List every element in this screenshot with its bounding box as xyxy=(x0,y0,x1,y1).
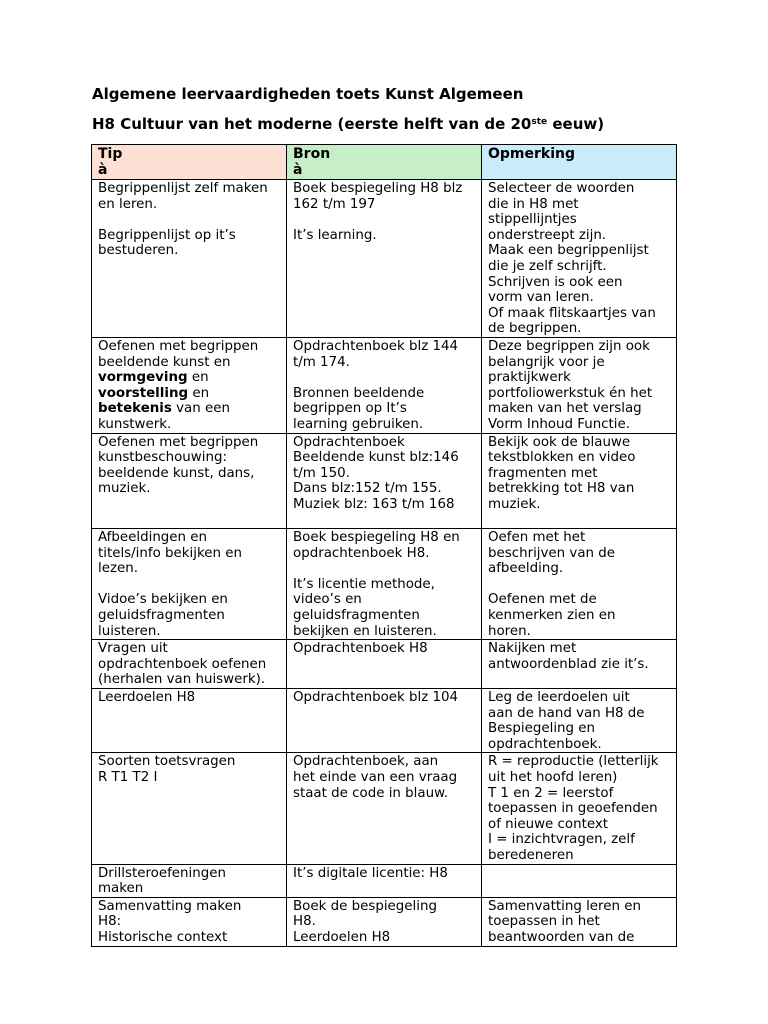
cell-bron xyxy=(287,337,482,433)
cell-tip xyxy=(92,337,287,433)
cell-line xyxy=(293,866,475,882)
text-run: geluidsfragmenten xyxy=(98,608,225,624)
text-run: Boek bespiegeling H8 en xyxy=(293,530,460,546)
chapter-title xyxy=(92,115,604,133)
cell-line xyxy=(98,481,280,497)
cell-line xyxy=(98,561,280,577)
text-run: staat de code in blauw. xyxy=(293,785,449,801)
text-run: stippellijntjes xyxy=(488,212,577,228)
cell-line xyxy=(293,181,475,197)
cell-bron xyxy=(287,864,482,897)
text-run: die in H8 met xyxy=(488,196,579,212)
cell-line xyxy=(488,243,670,259)
chapter-title-main: H8 Cultuur van het moderne (eerste helft van de 20 xyxy=(92,115,532,133)
cell-line xyxy=(98,530,280,546)
cell-bron xyxy=(287,640,482,689)
cell-line xyxy=(488,259,670,275)
cell-line xyxy=(293,339,475,355)
text-run: het einde van een vraag xyxy=(293,769,458,785)
cell-line xyxy=(98,197,280,213)
text-run: horen. xyxy=(488,623,531,639)
cell-line xyxy=(98,657,280,673)
text-run: Vragen uit xyxy=(98,641,168,657)
cell-line xyxy=(293,466,475,482)
text-run: Opdrachtenboek, aan xyxy=(293,754,439,770)
cell-bron xyxy=(287,897,482,946)
text-run: Selecteer de woorden xyxy=(488,181,635,196)
text-run: t/m 174. xyxy=(293,354,350,370)
cell-line xyxy=(98,608,280,624)
text-run: Oefenen met de xyxy=(488,592,597,608)
cell-line xyxy=(488,306,670,322)
cell-line xyxy=(488,181,670,197)
text-run: Muziek blz: 163 t/m 168 xyxy=(293,496,455,512)
cell-line xyxy=(488,290,670,306)
cell-line xyxy=(293,481,475,497)
text-run: Dans blz:152 t/m 155. xyxy=(293,481,442,497)
text-run: muziek. xyxy=(488,496,541,512)
text-run: maken van het verslag xyxy=(488,401,642,417)
cell-opmerking xyxy=(482,897,677,946)
cell-line xyxy=(98,546,280,562)
text-run: uit het hoofd leren) xyxy=(488,769,618,785)
text-run: Nakijken met xyxy=(488,641,577,657)
text-run: vorm van leren. xyxy=(488,290,594,306)
cell-line xyxy=(488,770,670,786)
cell-line xyxy=(98,881,280,897)
cell-line xyxy=(488,435,670,451)
cell-line xyxy=(293,497,475,513)
text-run: Of maak flitskaartjes van xyxy=(488,305,656,321)
cell-line xyxy=(293,608,475,624)
cell-line xyxy=(488,899,670,915)
cell-opmerking xyxy=(482,337,677,433)
cell-line xyxy=(488,497,670,513)
cell-line xyxy=(293,690,475,706)
text-run: geluidsfragmenten xyxy=(293,608,420,624)
bold-term: voorstelling xyxy=(98,385,189,401)
cell-line xyxy=(488,339,670,355)
cell-line xyxy=(293,450,475,466)
cell-line xyxy=(293,786,475,802)
cell-tip xyxy=(92,529,287,640)
text-run: 162 t/m 197 xyxy=(293,196,376,212)
cell-line xyxy=(488,657,670,673)
cell-line xyxy=(98,914,280,930)
cell-opmerking xyxy=(482,180,677,338)
cell-line xyxy=(488,370,670,386)
text-run: It’s digitale licentie: H8 xyxy=(293,865,448,881)
header-bron-arrow: à xyxy=(293,162,303,178)
cell-line xyxy=(293,546,475,562)
text-run: Boek de bespiegeling xyxy=(293,898,437,914)
table-row xyxy=(92,689,677,753)
cell-line xyxy=(488,914,670,930)
cell-line xyxy=(293,417,475,433)
cell-line xyxy=(98,417,280,433)
text-run: video’s en xyxy=(293,592,362,608)
cell-tip xyxy=(92,180,287,338)
cell-line xyxy=(293,401,475,417)
header-bron-label: Bron xyxy=(293,146,331,162)
text-run: Oefen met het xyxy=(488,530,586,546)
table-row xyxy=(92,897,677,946)
cell-line xyxy=(488,817,670,833)
cell-line xyxy=(488,786,670,802)
cell-line xyxy=(488,706,670,722)
text-run: opdrachtenboek H8. xyxy=(293,545,430,561)
cell-line xyxy=(488,355,670,371)
text-run: R = reproductie (letterlijk xyxy=(488,754,659,770)
header-opmerking xyxy=(482,145,677,180)
cell-bron xyxy=(287,753,482,864)
cell-line xyxy=(488,275,670,291)
text-run: beantwoorden van de xyxy=(488,929,635,945)
cell-line xyxy=(488,721,670,737)
cell-line xyxy=(98,899,280,915)
table-row xyxy=(92,640,677,689)
cell-opmerking xyxy=(482,753,677,864)
bold-term: vormgeving xyxy=(98,370,188,386)
header-opmerking-label: Opmerking xyxy=(488,146,576,162)
text-run: It’s learning. xyxy=(293,227,377,243)
text-run: I = inzichtvragen, zelf xyxy=(488,832,635,848)
text-run: lezen. xyxy=(98,561,138,577)
cell-line xyxy=(488,197,670,213)
blank-line xyxy=(488,512,670,528)
cell-line xyxy=(488,641,670,657)
cell-line xyxy=(488,561,670,577)
blank-line xyxy=(293,512,475,528)
text-run: van een xyxy=(171,401,230,417)
cell-line xyxy=(98,228,280,244)
text-run: muziek. xyxy=(98,481,151,497)
text-run: Begrippenlijst op it’s xyxy=(98,227,236,243)
cell-line xyxy=(98,641,280,657)
text-run: aan de hand van H8 de xyxy=(488,705,645,721)
text-run: Opdrachtenboek blz 104 xyxy=(293,690,459,705)
cell-line xyxy=(98,181,280,197)
text-run: opdrachtenboek oefenen xyxy=(98,656,267,672)
cell-tip xyxy=(92,753,287,864)
blank-line xyxy=(98,212,280,228)
cell-line xyxy=(488,417,670,433)
text-run: Boek bespiegeling H8 blz xyxy=(293,181,463,196)
header-tip-label: Tip xyxy=(98,146,123,162)
cell-line xyxy=(98,930,280,946)
text-run: Samenvatting leren en xyxy=(488,898,641,914)
text-run: Vidoe’s bekijken en xyxy=(98,592,228,608)
cell-line xyxy=(293,899,475,915)
cell-line xyxy=(488,466,670,482)
blank-line xyxy=(293,212,475,228)
text-run: luisteren. xyxy=(98,623,161,639)
cell-line xyxy=(98,592,280,608)
cell-line xyxy=(293,386,475,402)
cell-line xyxy=(293,754,475,770)
cell-line xyxy=(488,228,670,244)
text-run: Bekijk ook de blauwe xyxy=(488,434,631,450)
cell-line xyxy=(293,530,475,546)
text-run: beeldende kunst, dans, xyxy=(98,465,255,481)
cell-bron xyxy=(287,180,482,338)
cell-line xyxy=(488,450,670,466)
text-run: die je zelf schrijft. xyxy=(488,258,607,274)
cell-tip xyxy=(92,640,287,689)
cell-line xyxy=(293,914,475,930)
text-run: of nieuwe context xyxy=(488,816,609,832)
text-run: beredeneren xyxy=(488,847,574,863)
document-title: Algemene leervaardigheden toets Kunst Algemeen xyxy=(92,85,524,103)
cell-line xyxy=(488,832,670,848)
table-row xyxy=(92,753,677,864)
text-run: fragmenten met xyxy=(488,465,598,481)
text-run: beeldende kunst en xyxy=(98,354,231,370)
cell-line xyxy=(98,866,280,882)
cell-bron xyxy=(287,689,482,753)
cell-line xyxy=(293,355,475,371)
text-run: kenmerken zien en xyxy=(488,608,616,624)
text-run: toepassen in geoefenden xyxy=(488,801,658,817)
cell-line xyxy=(293,592,475,608)
text-run: afbeelding. xyxy=(488,561,564,577)
cell-line xyxy=(293,624,475,640)
cell-line xyxy=(488,481,670,497)
cell-line xyxy=(293,770,475,786)
text-run: Leerdoelen H8 xyxy=(293,929,391,945)
text-run: Oefenen met begrippen xyxy=(98,338,259,354)
blank-line xyxy=(98,497,280,513)
cell-line xyxy=(293,197,475,213)
table-row xyxy=(92,529,677,640)
text-run: Beeldende kunst blz:146 xyxy=(293,450,459,466)
text-run: beschrijven van de xyxy=(488,545,616,561)
text-run: Opdrachtenboek H8 xyxy=(293,641,428,657)
cell-tip xyxy=(92,864,287,897)
text-run: learning gebruiken. xyxy=(293,416,424,432)
cell-line xyxy=(98,672,280,688)
text-run: H8. xyxy=(293,914,316,930)
blank-line xyxy=(98,512,280,528)
cell-line xyxy=(488,754,670,770)
text-run: praktijkwerk xyxy=(488,370,571,386)
cell-line xyxy=(488,930,670,946)
table-row xyxy=(92,180,677,338)
blank-line xyxy=(488,577,670,593)
cell-opmerking xyxy=(482,433,677,529)
blank-line xyxy=(293,370,475,386)
cell-line xyxy=(488,546,670,562)
cell-opmerking xyxy=(482,529,677,640)
cell-line xyxy=(488,212,670,228)
cell-tip xyxy=(92,689,287,753)
text-run: Afbeeldingen en xyxy=(98,530,208,546)
table-row xyxy=(92,864,677,897)
chapter-title-sup: ste xyxy=(531,117,548,127)
cell-line xyxy=(488,801,670,817)
cell-line xyxy=(98,450,280,466)
text-run: portfoliowerkstuk én het xyxy=(488,385,653,401)
cell-tip xyxy=(92,433,287,529)
text-run: Soorten toetsvragen xyxy=(98,754,236,770)
cell-tip xyxy=(92,897,287,946)
text-run: Schrijven is ook een xyxy=(488,274,623,290)
study-tips-table xyxy=(91,144,677,947)
text-run: onderstreept zijn. xyxy=(488,227,607,243)
text-run: Samenvatting maken xyxy=(98,898,242,914)
cell-line xyxy=(488,386,670,402)
text-run: R T1 T2 I xyxy=(98,769,158,785)
text-run: opdrachtenboek. xyxy=(488,736,602,752)
cell-opmerking xyxy=(482,864,677,897)
text-run: toepassen in het xyxy=(488,914,600,930)
cell-opmerking xyxy=(482,689,677,753)
text-run: Bronnen beeldende xyxy=(293,385,425,401)
cell-bron xyxy=(287,433,482,529)
table-row xyxy=(92,337,677,433)
text-run: maken xyxy=(98,881,144,897)
text-run: begrippen op It’s xyxy=(293,401,407,417)
header-tip xyxy=(92,145,287,180)
cell-line xyxy=(488,737,670,753)
text-run: antwoordenblad zie it’s. xyxy=(488,656,649,672)
cell-line xyxy=(488,624,670,640)
blank-line xyxy=(293,561,475,577)
cell-line xyxy=(293,228,475,244)
text-run: bekijken en luisteren. xyxy=(293,623,437,639)
bold-term: betekenis xyxy=(98,401,172,417)
cell-line xyxy=(98,386,280,402)
text-run: Leg de leerdoelen uit xyxy=(488,690,630,705)
cell-line xyxy=(293,577,475,593)
cell-bron xyxy=(287,529,482,640)
header-tip-arrow: à xyxy=(98,162,108,178)
text-run: kunstwerk. xyxy=(98,416,172,432)
text-run: betrekking tot H8 van xyxy=(488,481,635,497)
text-run: en xyxy=(187,370,209,386)
cell-line xyxy=(98,770,280,786)
cell-line xyxy=(98,690,280,706)
cell-line xyxy=(488,608,670,624)
text-run: en leren. xyxy=(98,196,158,212)
cell-line xyxy=(293,641,475,657)
text-run: Drillsteroefeningen xyxy=(98,865,226,881)
text-run: It’s licentie methode, xyxy=(293,576,435,592)
text-run: H8: xyxy=(98,914,122,930)
text-run: Historische context xyxy=(98,929,228,945)
header-bron xyxy=(287,145,482,180)
cell-line xyxy=(98,339,280,355)
text-run: Opdrachtenboek blz 144 xyxy=(293,338,459,354)
text-run: bestuderen. xyxy=(98,243,179,259)
text-run: Leerdoelen H8 xyxy=(98,690,196,705)
text-run: Opdrachtenboek xyxy=(293,434,405,450)
cell-line xyxy=(488,592,670,608)
cell-line xyxy=(98,370,280,386)
cell-line xyxy=(98,435,280,451)
cell-line xyxy=(488,401,670,417)
table-body xyxy=(92,180,677,947)
text-run: t/m 150. xyxy=(293,465,350,481)
cell-line xyxy=(488,848,670,864)
text-run: Vorm Inhoud Functie. xyxy=(488,416,631,432)
table-header-row xyxy=(92,145,677,180)
blank-line xyxy=(98,577,280,593)
text-run: tekstblokken en video xyxy=(488,450,636,466)
cell-line xyxy=(98,466,280,482)
cell-line xyxy=(293,930,475,946)
text-run: Begrippenlijst zelf maken xyxy=(98,181,268,196)
chapter-title-tail: eeuw) xyxy=(547,115,605,133)
cell-line xyxy=(293,435,475,451)
cell-line xyxy=(98,754,280,770)
cell-line xyxy=(488,321,670,337)
cell-line xyxy=(98,401,280,417)
table-row xyxy=(92,433,677,529)
cell-line xyxy=(488,530,670,546)
text-run: Bespiegeling en xyxy=(488,721,596,737)
text-run: T 1 en 2 = leerstof xyxy=(488,785,614,801)
cell-opmerking xyxy=(482,640,677,689)
text-run: belangrijk voor je xyxy=(488,354,605,370)
text-run: Maak een begrippenlijst xyxy=(488,243,649,259)
text-run: Oefenen met begrippen xyxy=(98,434,259,450)
cell-line xyxy=(98,624,280,640)
text-run: kunstbeschouwing: xyxy=(98,450,227,466)
text-run: titels/info bekijken en xyxy=(98,545,242,561)
text-run: (herhalen van huiswerk). xyxy=(98,672,266,688)
text-run: Deze begrippen zijn ook xyxy=(488,338,650,354)
cell-line xyxy=(98,243,280,259)
cell-line xyxy=(98,355,280,371)
text-run: de begrippen. xyxy=(488,321,582,337)
text-run: en xyxy=(188,385,210,401)
cell-line xyxy=(488,690,670,706)
